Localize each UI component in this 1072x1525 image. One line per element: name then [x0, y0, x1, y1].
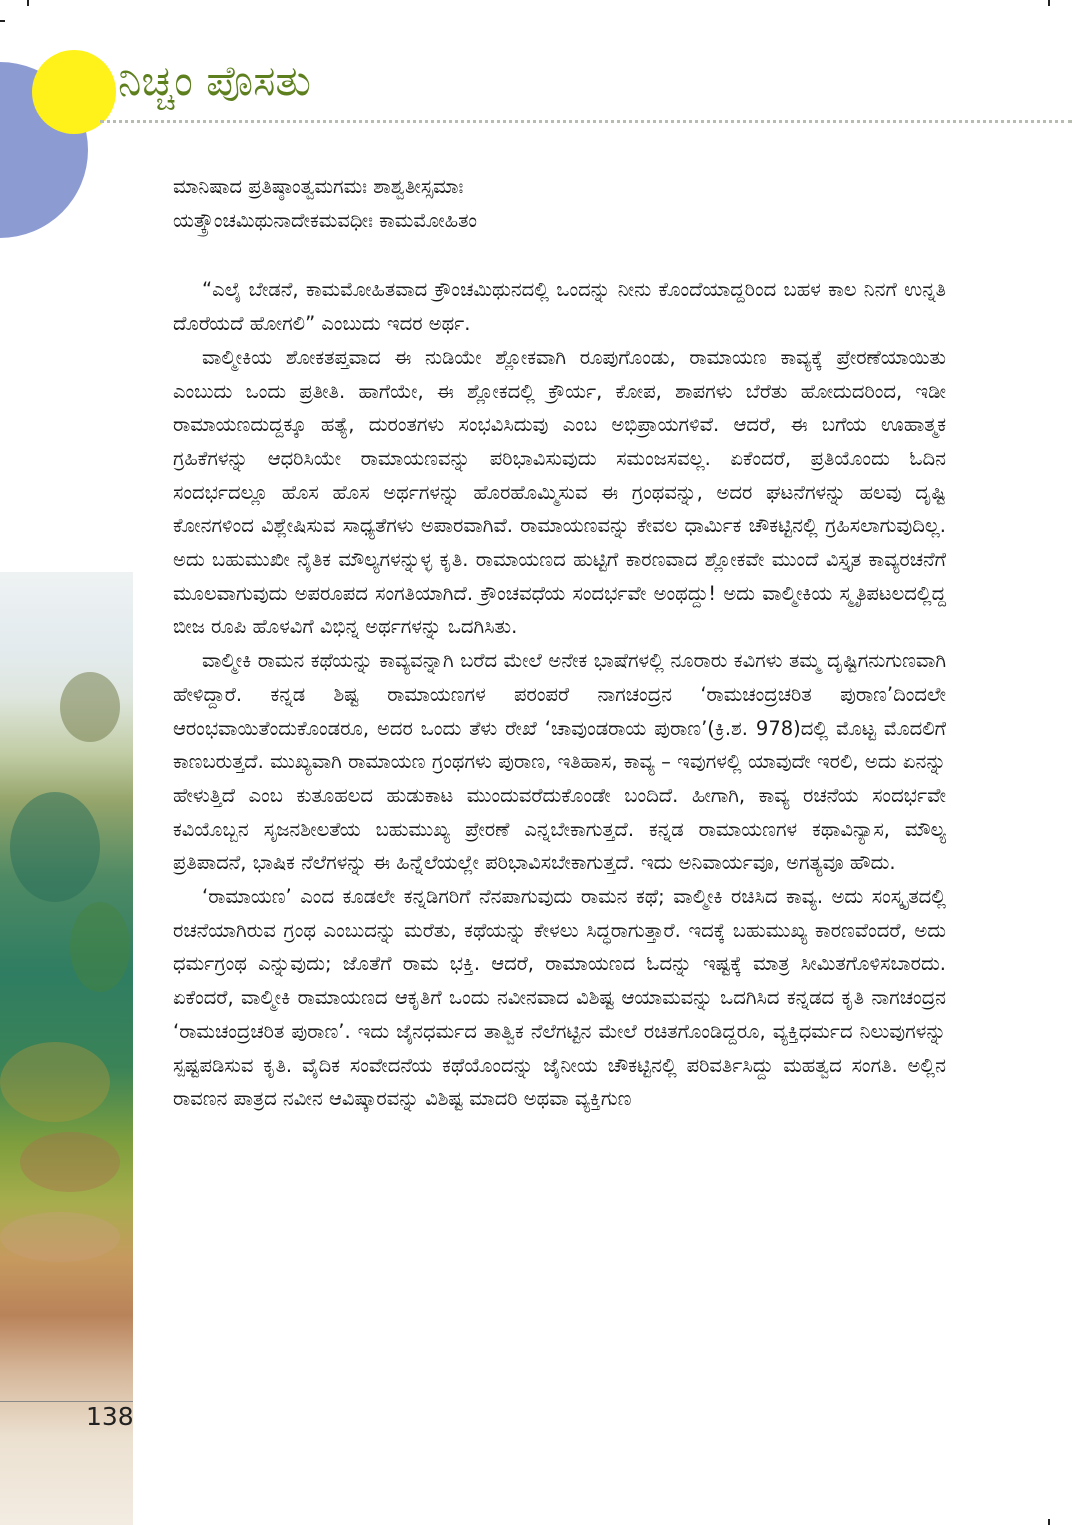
verse-line: ಮಾನಿಷಾದ ಪ್ರತಿಷ್ಠಾಂತ್ವಮಗಮಃ ಶಾಶ್ವತೀಸ್ಸಮಾಃ [173, 175, 464, 198]
page-number: 138 [86, 1402, 134, 1431]
paragraph: ‘ರಾಮಾಯಣ’ ಎಂದ ಕೂಡಲೇ ಕನ್ನಡಿಗರಿಗೆ ನೆನಪಾಗುವುದು ರಾಮನ ಕಥೆ; ವಾಲ್ಮೀಕಿ ರಚಿಸಿದ ಕಾವ್ಯ. ಅದು ಸಂಸ್ಕೃತದಲ್ಲಿ ರಚನೆಯಾಗಿರುವ ಗ್ರಂಥ ಎಂಬುದನ್ನು ಮರೆತು, ಕಥೆಯನ್ನು ಕೇಳಲು ಸಿದ್ಧರಾಗುತ್ತಾರೆ. ಇದಕ್ಕೆ ಬಹುಮುಖ್ಯ ಕಾರಣವೆಂದರೆ, ಅದು ಧರ್ಮಗ್ರಂಥ ಎನ್ನುವುದು; ಜೊತೆಗೆ ರಾಮ ಭಕ್ತಿ. ಆದರೆ, ರಾಮಾಯಣದ ಓದನ್ನು ಇಷ್ಟಕ್ಕೆ ಮಾತ್ರ ಸೀಮಿತಗೊಳಿಸಬಾರದು. ಏಕೆಂದರೆ, ವಾಲ್ಮೀಕಿ ರಾಮಾಯಣದ ಆಕೃತಿಗೆ ಒಂದು ನವೀನವಾದ ವಿಶಿಷ್ಟ ಆಯಾಮವನ್ನು ಒದಗಿಸಿದ ಕನ್ನಡದ ಕೃತಿ ನಾಗಚಂದ್ರನ ‘ರಾಮಚಂದ್ರಚರಿತ ಪುರಾಣ’. ಇದು ಜೈನಧರ್ಮದ ತಾತ್ವಿಕ ನೆಲೆಗಟ್ಟಿನ ಮೇಲೆ ರಚಿತಗೊಂಡಿದ್ದರೂ, ವ್ಯಕ್ತಿಧರ್ಮದ ನಿಲುವುಗಳನ್ನು ಸ್ಪಷ್ಟಪಡಿಸುವ ಕೃತಿ. ವೈದಿಕ ಸಂವೇದನೆಯ ಕಥೆಯೊಂದನ್ನು ಜೈನೀಯ ಚೌಕಟ್ಟಿನಲ್ಲಿ ಪರಿವರ್ತಿಸಿದ್ದು ಮಹತ್ವದ ಸಂಗತಿ. ಅಲ್ಲಿನ ರಾವಣನ ಪಾತ್ರದ ನವೀನ ಆವಿಷ್ಕಾರವನ್ನು ವಿಶಿಷ್ಟ ಮಾದರಿ ಅಥವಾ ವ್ಯಕ್ತಿಗುಣ [173, 885, 946, 1111]
crop-mark [1048, 0, 1050, 6]
section-title: ನಿಚ್ಚಂ ಪೊಸತು [118, 56, 311, 105]
paragraph: ವಾಲ್ಮೀಕಿಯ ಶೋಕತಪ್ತವಾದ ಈ ನುಡಿಯೇ ಶ್ಲೋಕವಾಗಿ ರೂಪುಗೊಂಡು, ರಾಮಾಯಣ ಕಾವ್ಯಕ್ಕೆ ಪ್ರೇರಣೆಯಾಯಿತು ಎಂಬುದು ಒಂದು ಪ್ರತೀತಿ. ಹಾಗೆಯೇ, ಈ ಶ್ಲೋಕದಲ್ಲಿ ಕ್ರೌರ್ಯ, ಕೋಪ, ಶಾಪಗಳು ಬೆರೆತು ಹೋದುದರಿಂದ, ಇಡೀ ರಾಮಾಯಣದುದ್ದಕ್ಕೂ ಹತ್ಯೆ, ದುರಂತಗಳು ಸಂಭವಿಸಿದುವು ಎಂಬ ಅಭಿಪ್ರಾಯಗಳಿವೆ. ಆದರೆ, ಈ ಬಗೆಯ ಊಹಾತ್ಮಕ ಗ್ರಹಿಕೆಗಳನ್ನು ಆಧರಿಸಿಯೇ ರಾಮಾಯಣವನ್ನು ಪರಿಭಾವಿಸುವುದು ಸಮಂಜಸವಲ್ಲ. ಏಕೆಂದರೆ, ಪ್ರತಿಯೊಂದು ಓದಿನ ಸಂದರ್ಭದಲ್ಲೂ ಹೊಸ ಹೊಸ ಅರ್ಥಗಳನ್ನು ಹೊರಹೊಮ್ಮಿಸುವ ಈ ಗ್ರಂಥವನ್ನು, ಅದರ ಘಟನೆಗಳನ್ನು ಹಲವು ದೃಷ್ಟಿ ಕೋನಗಳಿಂದ ವಿಶ್ಲೇಷಿಸುವ ಸಾಧ್ಯತೆಗಳು ಅಪಾರವಾಗಿವೆ. ರಾಮಾಯಣವನ್ನು ಕೇವಲ ಧಾರ್ಮಿಕ ಚೌಕಟ್ಟಿನಲ್ಲಿ ಗ್ರಹಿಸಲಾಗುವುದಿಲ್ಲ. ಅದು ಬಹುಮುಖೀ ನೈತಿಕ ಮೌಲ್ಯಗಳನ್ನುಳ್ಳ ಕೃತಿ. ರಾಮಾಯಣದ ಹುಟ್ಟಿಗೆ ಕಾರಣವಾದ ಶ್ಲೋಕವೇ ಮುಂದೆ ವಿಸ್ತೃತ ಕಾವ್ಯರಚನೆಗೆ ಮೂಲವಾಗುವುದು ಅಪರೂಪದ ಸಂಗತಿಯಾಗಿದೆ. ಕ್ರೌಂಚವಧೆಯ ಸಂದರ್ಭವೇ ಅಂಥದ್ದು! ಅದು ವಾಲ್ಮೀಕಿಯ ಸ್ಮೃತಿಪಟಲದಲ್ಲಿದ್ದ ಬೀಜ ರೂಪಿ ಹೊಳವಿಗೆ ವಿಭಿನ್ನ ಅರ್ಥಗಳನ್ನು ಒದಗಿಸಿತು. [173, 345, 946, 639]
body-text [173, 170, 946, 1116]
paragraph: “ಎಲೈ ಬೇಡನೆ, ಕಾಮಮೋಹಿತವಾದ ಕ್ರೌಂಚಮಿಥುನದಲ್ಲಿ ಒಂದನ್ನು ನೀನು ಕೊಂದೆಯಾದ್ದರಿಂದ ಬಹಳ ಕಾಲ ನಿನಗೆ ಉನ್ನತಿ ದೊರೆಯದೆ ಹೋಗಲಿ” ಎಂಬುದು ಇದರ ಅರ್ಥ. [173, 278, 946, 336]
header-dotted-rule [100, 120, 1072, 123]
paragraph: ವಾಲ್ಮೀಕಿ ರಾಮನ ಕಥೆಯನ್ನು ಕಾವ್ಯವನ್ನಾಗಿ ಬರೆದ ಮೇಲೆ ಅನೇಕ ಭಾಷೆಗಳಲ್ಲಿ ನೂರಾರು ಕವಿಗಳು ತಮ್ಮ ದೃಷ್ಟಿಗನುಗುಣವಾಗಿ ಹೇಳಿದ್ದಾರೆ. ಕನ್ನಡ ಶಿಷ್ಟ ರಾಮಾಯಣಗಳ ಪರಂಪರೆ ನಾಗಚಂದ್ರನ ‘ರಾಮಚಂದ್ರಚರಿತ ಪುರಾಣ’ದಿಂದಲೇ ಆರಂಭವಾಯಿತೆಂದುಕೊಂಡರೂ, ಅದರ ಒಂದು ತೆಳು ರೇಖೆ ‘ಚಾವುಂಡರಾಯ ಪುರಾಣ’(ಕ್ರಿ.ಶ. 978)ದಲ್ಲಿ ಮೊಟ್ಟ ಮೊದಲಿಗೆ ಕಾಣಬರುತ್ತದೆ. ಮುಖ್ಯವಾಗಿ ರಾಮಾಯಣ ಗ್ರಂಥಗಳು ಪುರಾಣ, ಇತಿಹಾಸ, ಕಾವ್ಯ – ಇವುಗಳಲ್ಲಿ ಯಾವುದೇ ಇರಲಿ, ಅದು ಏನನ್ನು ಹೇಳುತ್ತಿದೆ ಎಂಬ ಕುತೂಹಲದ ಹುಡುಕಾಟ ಮುಂದುವರೆದುಕೊಂಡೇ ಬಂದಿದೆ. ಹೀಗಾಗಿ, ಕಾವ್ಯ ರಚನೆಯ ಸಂದರ್ಭವೇ ಕವಿಯೊಬ್ಬನ ಸೃಜನಶೀಲತೆಯ ಬಹುಮುಖ್ಯ ಪ್ರೇರಣೆ ಎನ್ನಬೇಕಾಗುತ್ತದೆ. ಕನ್ನಡ ರಾಮಾಯಣಗಳ ಕಥಾವಿನ್ಯಾಸ, ಮೌಲ್ಯ ಪ್ರತಿಪಾದನೆ, ಭಾಷಿಕ ನೆಲೆಗಳನ್ನು ಈ ಹಿನ್ನೆಲೆಯಲ್ಲೇ ಪರಿಭಾವಿಸಬೇಕಾಗುತ್ತದೆ. ಇದು ಅನಿವಾರ್ಯವೂ, ಅಗತ್ಯವೂ ಹೌದು. [173, 649, 946, 875]
watercolor-illustration [0, 572, 133, 1525]
verse-line: ಯತ್ಕ್ರೌಂಚಮಿಥುನಾದೇಕಮವಧೀಃ ಕಾಮಮೋಹಿತಂ [173, 208, 478, 232]
crop-mark [27, 0, 29, 6]
sanskrit-verse [173, 170, 946, 237]
crop-mark [0, 20, 5, 22]
crop-mark [1048, 1519, 1050, 1525]
